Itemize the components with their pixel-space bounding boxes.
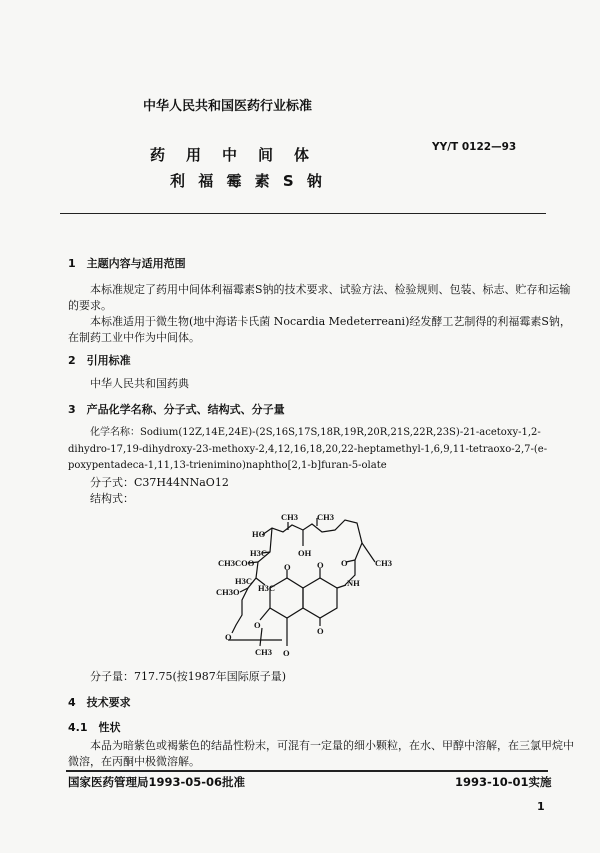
label-o: O <box>317 626 324 636</box>
label-h3c: H3C <box>250 548 267 558</box>
label-o: O <box>317 560 324 570</box>
effective-date: 1993-10-01实施 <box>455 775 552 789</box>
section-4-heading: 4 技术要求 <box>68 696 131 709</box>
section-2-heading: 2 引用标准 <box>68 354 131 367</box>
label-nh: NH <box>347 578 360 588</box>
paragraph-line: 微溶，在丙酮中极微溶解。 <box>68 755 200 768</box>
footer-rule <box>66 770 548 772</box>
label-ch3o: CH3O <box>216 587 240 597</box>
label-ch3: CH3 <box>281 512 298 522</box>
label-h3c: H3C <box>258 583 275 593</box>
label-ch3: CH3 <box>255 647 272 657</box>
title-line-1: 药 用 中 间 体 <box>150 146 313 164</box>
label-oh: OH <box>298 548 312 558</box>
label-o: O <box>284 562 291 572</box>
approval-date: 国家医药管理局1993-05-06批准 <box>68 775 246 789</box>
paragraph-line: 中华人民共和国药典 <box>90 377 189 390</box>
paragraph-line: 的要求。 <box>68 299 112 312</box>
label-h3c: H3C <box>235 576 252 586</box>
page-number: 1 <box>537 800 545 813</box>
section-4-1-heading: 4.1 性状 <box>68 721 121 734</box>
org-standard: 中华人民共和国医药行业标准 <box>143 99 313 114</box>
label-o: O <box>225 632 232 642</box>
chemical-name-line: 化学名称：Sodium(12Z,14E,24E)-(2S,16S,17S,18R,19R,20R,21S,22R,23S)-21-acetoxy-1,2- <box>90 427 541 438</box>
label-ch3: CH3 <box>317 512 334 522</box>
title-line-2: 利 福 霉 素 S 钠 <box>170 172 326 190</box>
label-o: O <box>283 648 290 658</box>
label-ho: HO <box>252 529 266 539</box>
label-ch3coo: CH3COO <box>218 558 255 568</box>
structure-label: 结构式： <box>90 492 134 505</box>
label-o: O <box>254 620 261 630</box>
molecular-weight: 分子量：717.75(按1987年国际原子量) <box>90 670 287 683</box>
paragraph-line: 本标准规定了药用中间体利福霉素S钠的技术要求、试验方法、检验规则、包装、标志、贮存和运输 <box>90 283 571 296</box>
paragraph-line: 本标准适用于微生物(地中海诺卡氏菌 Nocardia Medeterreani)经发酵工艺制得的利福霉素S钠， <box>90 315 571 328</box>
section-1-heading: 1 主题内容与适用范围 <box>68 257 186 270</box>
paragraph-line: 在制药工业中作为中间体。 <box>68 331 200 344</box>
label-o: O <box>341 558 348 568</box>
paragraph-line: 本品为暗紫色或褐紫色的结晶性粉末，可混有一定量的细小颗粒，在水、甲醇中溶解，在三氯甲烷中 <box>90 739 574 752</box>
section-3-heading: 3 产品化学名称、分子式、结构式、分子量 <box>68 403 285 416</box>
chemical-name-line: poxypentadeca-1,11,13-trienimino)naphtho[2,1-b]furan-5-olate <box>68 460 387 471</box>
chemical-name-line: dihydro-17,19-dihydroxy-23-methoxy-2,4,12,16,18,20,22-heptamethyl-1,6,9,11-tetraoxo-2,7-(e- <box>68 444 548 455</box>
label-ch3: CH3 <box>375 558 392 568</box>
standard-code: YY/T 0122—93 <box>432 141 517 153</box>
molecular-formula: 分子式：C37H44NNaO12 <box>90 476 229 489</box>
